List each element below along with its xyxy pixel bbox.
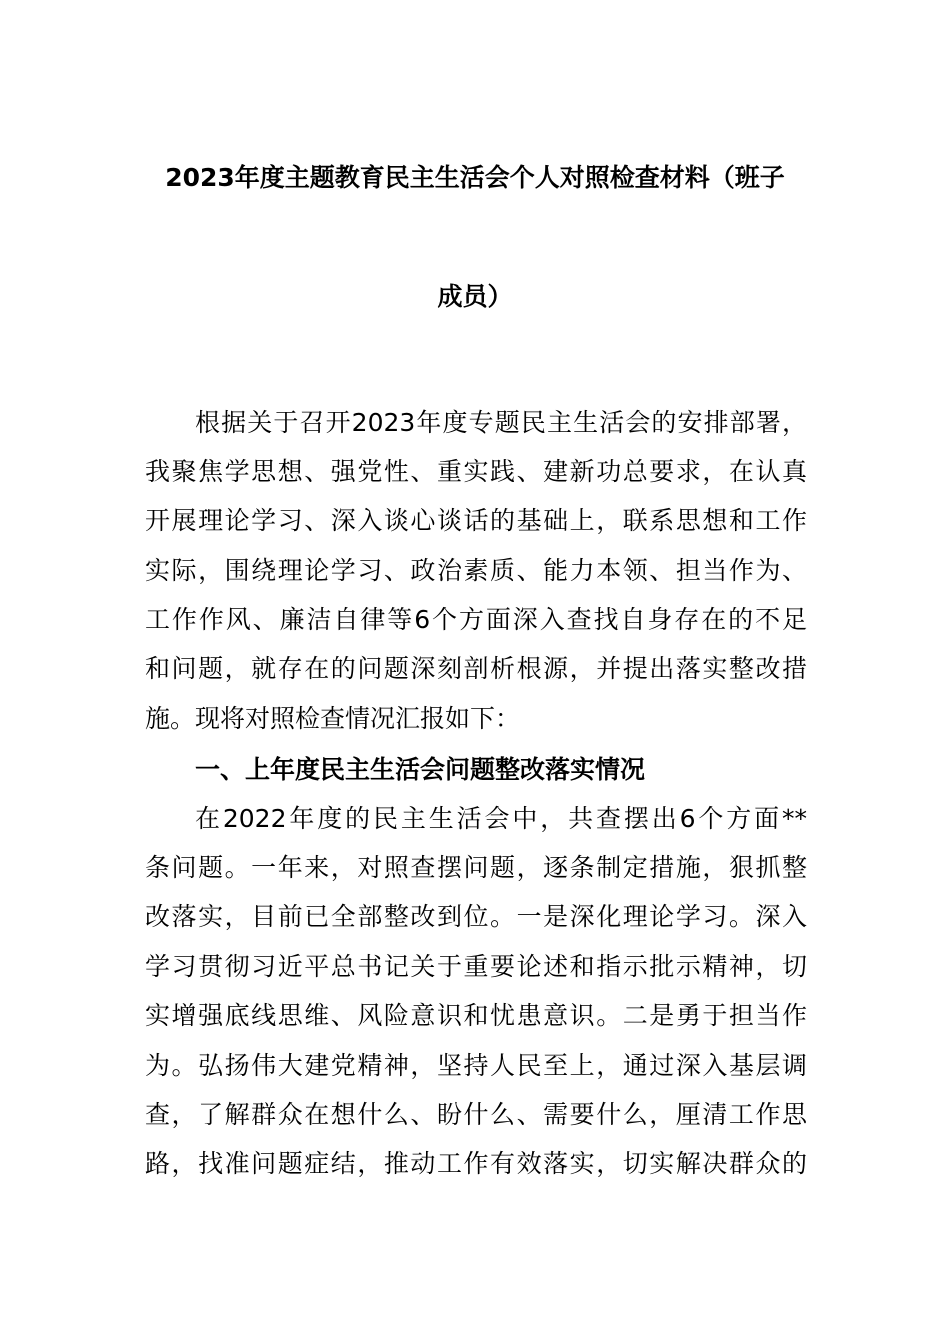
section-heading-1: 一、上年度民主生活会问题整改落实情况 xyxy=(195,755,646,784)
paragraph-2-line-4: 学习贯彻习近平总书记关于重要论述和指示批示精神，切 xyxy=(145,952,807,981)
paragraph-1-line-2: 我聚焦学思想、强党性、重实践、建新功总要求，在认真 xyxy=(145,457,807,486)
document-title-line-2: 成员） xyxy=(437,282,513,311)
paragraph-2-line-2: 条问题。一年来，对照查摆问题，逐条制定措施，狠抓整 xyxy=(145,853,807,882)
paragraph-1-line-1: 根据关于召开2023年度专题民主生活会的安排部署， xyxy=(195,408,807,437)
paragraph-1-line-6: 和问题，就存在的问题深刻剖析根源，并提出落实整改措 xyxy=(145,654,807,683)
paragraph-1-line-7: 施。现将对照检查情况汇报如下： xyxy=(145,704,521,733)
paragraph-2-line-7: 查，了解群众在想什么、盼什么、需要什么，厘清工作思 xyxy=(145,1100,807,1129)
paragraph-2-line-8: 路，找准问题症结，推动工作有效落实，切实解决群众的 xyxy=(145,1149,807,1178)
paragraph-2-line-3: 改落实，目前已全部整改到位。一是深化理论学习。深入 xyxy=(145,902,807,931)
document-title-line-1: 2023年度主题教育民主生活会个人对照检查材料（班子 xyxy=(165,163,785,192)
paragraph-2-line-6: 为。弘扬伟大建党精神，坚持人民至上，通过深入基层调 xyxy=(145,1051,807,1080)
paragraph-2-line-1: 在2022年度的民主生活会中，共查摆出6个方面** xyxy=(195,804,807,833)
paragraph-1-line-3: 开展理论学习、深入谈心谈话的基础上，联系思想和工作 xyxy=(145,506,807,535)
paragraph-1-line-5: 工作作风、廉洁自律等6个方面深入查找自身存在的不足 xyxy=(145,605,807,634)
paragraph-1-line-4: 实际，围绕理论学习、政治素质、能力本领、担当作为、 xyxy=(145,556,807,585)
paragraph-2-line-5: 实增强底线思维、风险意识和忧患意识。二是勇于担当作 xyxy=(145,1001,807,1030)
